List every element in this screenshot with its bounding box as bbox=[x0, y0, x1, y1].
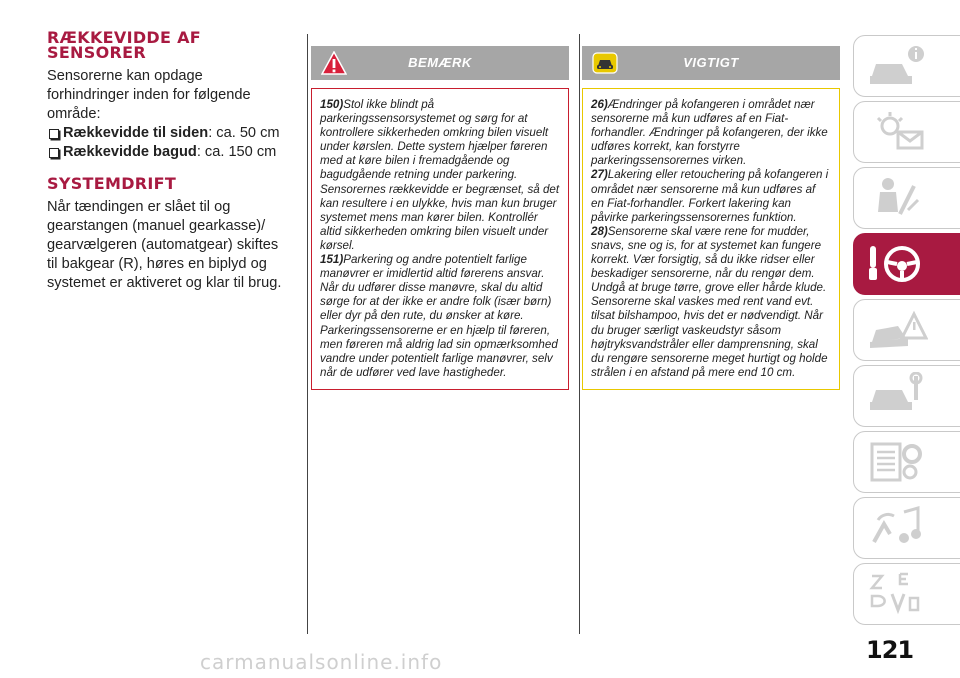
important-header bbox=[582, 46, 840, 80]
important-entry bbox=[591, 168, 831, 224]
car-info-icon bbox=[868, 42, 928, 90]
item-label: Rækkevidde til siden bbox=[63, 125, 209, 141]
important-entry bbox=[591, 225, 831, 380]
entry-text: Stol ikke blindt på parkeringssensorsystemet og sørg for at kontrollere sikkerheden omkring bilen visuelt under kørslen. Dette system hjælper føreren med at køre bilen i fremadgående og bagudgående retning under parkering. Sensorernes rækkevidde er begrænset, så det kan resultere i en ulykke, hvis man kun bruger systemet mens man kører bilen. Kontrollér altid sikkerheden omkring bilen visuelt under kørsel. bbox=[320, 98, 560, 252]
entry-number: 151) bbox=[320, 253, 344, 267]
list-item bbox=[47, 143, 287, 162]
column-divider bbox=[307, 34, 308, 634]
important-entry bbox=[591, 98, 831, 168]
left-column bbox=[47, 30, 287, 293]
tab-car-info[interactable] bbox=[853, 35, 960, 97]
entry-text: Parkering og andre potentielt farlige manøvrer er imidlertid altid førerens ansvar. Når du udfører disse manøvre, skal du altid sørge for at der ikke er andre folk (især børn) eller dyr på den rute, du ønsker at køre. Parkeringssensorerne er en hjælp til føreren, men føreren må aldrig lad sin opmærksomhed vandre under potentielt farlige manøvrer, selv når de udfører ved lave hastigheder. bbox=[320, 253, 558, 379]
tab-maintenance[interactable] bbox=[853, 365, 960, 427]
note-header bbox=[311, 46, 569, 80]
tab-starting-driving[interactable] bbox=[853, 233, 960, 295]
tab-emergency[interactable] bbox=[853, 299, 960, 361]
index-icon bbox=[868, 570, 928, 618]
list-item bbox=[47, 124, 287, 143]
note-header-label: BEMÆRK bbox=[408, 55, 472, 70]
entry-number: 28) bbox=[591, 224, 608, 238]
watermark: carmanualsonline.info bbox=[200, 650, 443, 674]
item-label: Rækkevidde bagud bbox=[63, 144, 197, 160]
note-panel bbox=[311, 46, 569, 390]
important-body bbox=[582, 88, 840, 390]
note-body bbox=[311, 88, 569, 390]
entry-number: 27) bbox=[591, 168, 608, 182]
car-warning-icon bbox=[592, 51, 618, 75]
section-title: SYSTEMDRIFT bbox=[47, 174, 177, 193]
entry-number: 150) bbox=[320, 98, 344, 111]
emergency-car-icon bbox=[868, 306, 928, 354]
item-value: : ca. 50 cm bbox=[208, 125, 280, 141]
tab-safety[interactable] bbox=[853, 167, 960, 229]
note-entry bbox=[320, 98, 560, 253]
entry-text: Lakering eller retouchering på kofangeren i området nær sensorerne må kun udføres af en Fiat-forhandler. Forkert lakering kan påvirke parkeringssensorernes funktion. bbox=[591, 168, 829, 224]
important-header-label: VIGTIGT bbox=[683, 55, 739, 70]
intro-text: Sensorerne kan opdage forhindringer inden for følgende område: bbox=[47, 68, 251, 122]
key-steering-wheel-icon bbox=[868, 240, 928, 288]
car-maintenance-icon bbox=[868, 372, 928, 420]
multimedia-icon bbox=[868, 504, 928, 552]
tab-multimedia[interactable] bbox=[853, 497, 960, 559]
checkbox-bullet-icon bbox=[49, 129, 59, 139]
section-text: Når tændingen er slået til og gearstangen (manuel gearkasse)/ gearvælgeren (automatgear) skiftes til bakgear (R), høres en biplyd og systemet er aktiveret og klar til brug. bbox=[47, 199, 282, 291]
tab-dashboard-lights[interactable] bbox=[853, 101, 960, 163]
technical-data-icon bbox=[868, 438, 928, 486]
page-number: 121 bbox=[866, 636, 914, 664]
dashboard-lights-icon bbox=[868, 108, 928, 156]
tab-technical-data[interactable] bbox=[853, 431, 960, 493]
important-panel bbox=[582, 46, 840, 390]
column-divider bbox=[579, 34, 580, 634]
note-entry bbox=[320, 253, 560, 380]
section-title: RÆKKEVIDDE AF SENSORER bbox=[47, 28, 202, 62]
entry-number: 26) bbox=[591, 98, 608, 111]
entry-text: Sensorerne skal være rene for mudder, snavs, sne og is, for at systemet kan fungere korrekt. Vær forsigtig, så du ikke ridser eller beskadiger sensorerne, når du rengør dem. Undgå at bruge tørre, grove eller hårde klude. Sensorerne skal vaskes med rent vand evt. tilsat bilshampoo, hvis det er nødvendigt. Når du bruger særligt vaskeudstyr såsom højtryksvandstråler eller damprensning, skal du rengøre sensorerne meget hurtigt og holde strålen i en afstand på mere end 10 cm. bbox=[591, 224, 828, 379]
safety-seat-icon bbox=[868, 174, 928, 222]
item-value: : ca. 150 cm bbox=[196, 144, 277, 160]
entry-text: Ændringer på kofangeren i området nær sensorerne må kun udføres af en Fiat-forhandler. Ændringer på kofangeren, der ikke udføres korrekt, kan forstyrre parkeringssensorernes virken. bbox=[591, 98, 828, 168]
tab-index[interactable] bbox=[853, 563, 960, 625]
warning-triangle-icon bbox=[321, 51, 347, 75]
checkbox-bullet-icon bbox=[49, 148, 59, 158]
